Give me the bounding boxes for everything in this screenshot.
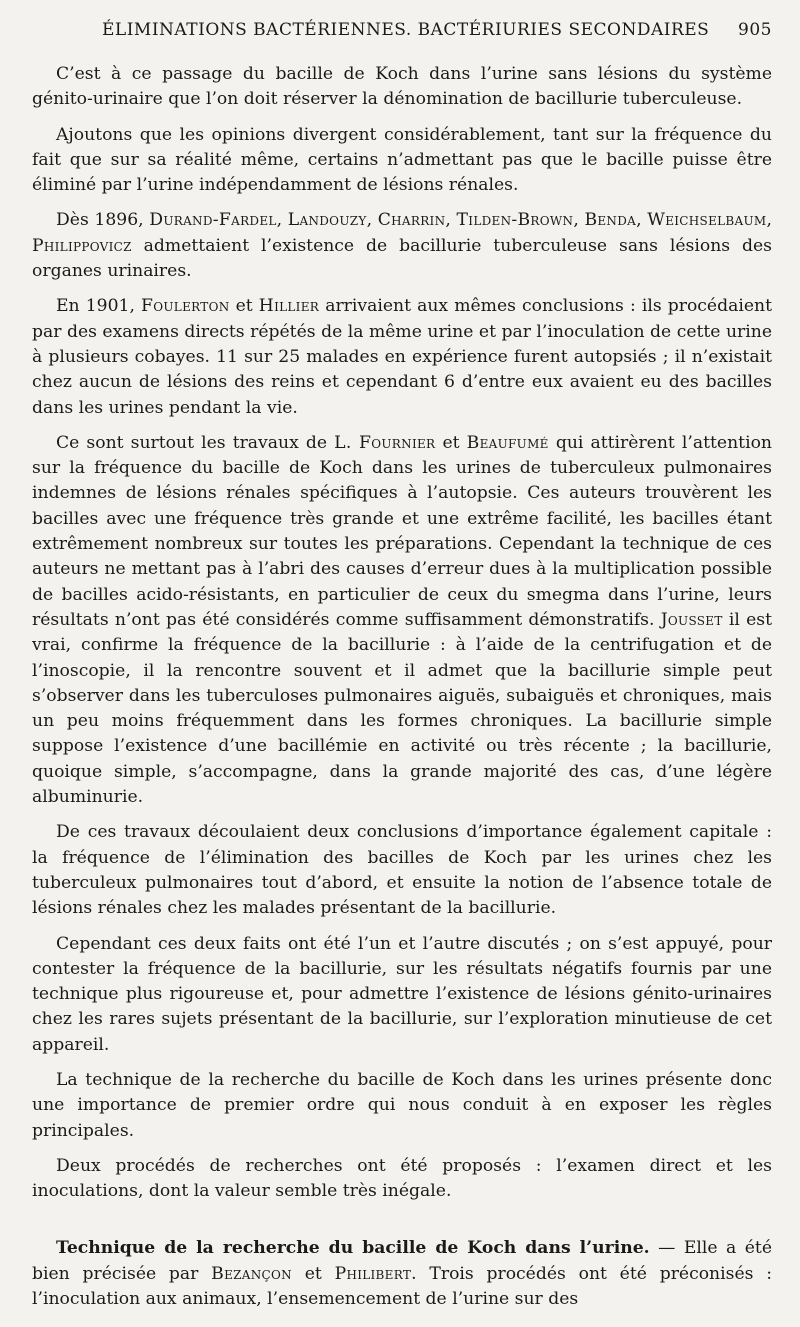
page-number: 905 — [738, 20, 772, 40]
paragraph-9: Deux procédés de recherches ont été proposés : l’examen direct et les inoculations, dont la valeur semble très inégale. — [32, 1155, 772, 1202]
running-head-title: ÉLIMINATIONS BACTÉRIENNES. BACTÉRIURIES SECONDAIRES — [102, 20, 710, 40]
text-run: qui attirèrent l’attention sur la fréquence du bacille de Koch dans les urines de tuberculeux pulmonaires indemnes de lésions rénales spécifiques à l’autopsie. Ces auteurs trouvèrent les bacilles avec une fréquence très grande et une extrême facilité, les bacilles étant extrêmement nombreux sur toutes les préparations. Cependant la technique de ces auteurs ne mettant pas à l’abri des causes d’erreur dues à la multiplication possible de bacilles acido-résistants, en particulier de ceux du smegma dans l’urine, leurs résultats n’ont pas été considérés comme suffisamment démonstratifs. — [32, 432, 772, 630]
separator: , — [636, 210, 648, 231]
author-name: Landouzy — [287, 210, 367, 231]
author-name: Jousset — [660, 609, 723, 630]
text-run: admettaient l’existence de bacillurie tuberculeuse sans lésions des organes urinaires. — [32, 235, 772, 282]
section-spacer — [32, 1214, 772, 1236]
separator: et — [291, 1263, 335, 1284]
text-run: il est vrai, confirme la fréquence de la bacillurie : à l’aide de la centrifugation et de l’inoscopie, il la rencontre souvent et il admet que la bacillurie simple peut s’observer dans les tuberculoses pulmonaires aiguës, subaiguës et chroniques, mais un peu moins fréquemment dans les formes chroniques. La bacillurie simple suppose l’existence d’une bacillémie en activité ou très récente ; la bacillurie, quoique simple, s’accompagne, dans la grande majorité des cas, d’une légère albuminurie. — [32, 609, 772, 808]
author-name: L. Fournier — [334, 432, 436, 453]
paragraph-5 — [32, 431, 772, 810]
author-name: Charrin — [377, 210, 446, 231]
section-paragraph — [32, 1236, 772, 1312]
separator: et — [229, 296, 259, 317]
separator: et — [435, 432, 467, 453]
author-name: Benda — [584, 210, 637, 231]
separator: , — [573, 210, 585, 231]
paragraph-3 — [32, 208, 772, 284]
separator: , — [445, 210, 457, 231]
author-name: Foulerton — [141, 296, 230, 317]
paragraph-1: C’est à ce passage du bacille de Koch dans l’urine sans lésions du système génito-urinaire que l’on doit réserver la dénomination de bacillurie tuberculeuse. — [32, 64, 772, 110]
paragraph-8: La technique de la recherche du bacille de Koch dans les urines présente donc une importance de premier ordre qui nous conduit à en exposer les règles principales. — [32, 1069, 772, 1141]
author-name: Weichselbaum — [647, 210, 767, 231]
paragraph-7: Cependant ces deux faits ont été l’un et l’autre discutés ; on s’est appuyé, pour contester la fréquence de la bacillurie, sur les résultats négatifs fournis par une technique plus rigoureuse et, pour admettre l’existence de lésions génito-urinaires chez les rares sujets présentant de la bacillurie, sur l’exploration minutieuse de cet appareil. — [32, 933, 772, 1055]
author-name: Tilden-Brown — [456, 210, 574, 231]
paragraph-2: Ajoutons que les opinions divergent considérablement, tant sur la fréquence du fait que sur sa réalité même, certains n’admettant pas que le bacille puisse être éliminé par l’urine indépendamment de lésions rénales. — [32, 124, 772, 196]
paragraph-6: De ces travaux découlaient deux conclusions d’importance également capitale : la fréquence de l’élimination des bacilles de Koch par les urines chez les tuberculeux pulmonaires tout d’abord, et ensuite la notion de l’absence totale de lésions rénales chez les malades présentant de la bacillurie. — [32, 822, 772, 919]
author-name: Bezançon — [211, 1263, 292, 1284]
text-run: Elle a été bien précisée par — [32, 1238, 772, 1284]
running-head — [32, 20, 772, 48]
author-name: Hillier — [258, 296, 320, 317]
text-run: arrivaient aux mêmes conclusions : ils procédaient par des examens directs répétés de la même urine et par l’inoculation de cette urine à plusieurs cobayes. 11 sur 25 malades en expérience furent autopsiés ; il n’existait chez aucun de lésions des reins et cependant 6 d’entre eux avaient eu des bacilles dans les urines pendant la vie. — [32, 296, 772, 418]
text-run: Dès 1896, — [56, 210, 150, 231]
heading-dash: — — [649, 1238, 684, 1259]
section-heading: Technique de la recherche du bacille de Koch dans l’urine. — [56, 1238, 650, 1259]
text-run: Ce sont surtout les travaux de — [56, 432, 335, 453]
author-name: Philibert — [334, 1263, 412, 1284]
document-page — [32, 20, 772, 1312]
separator: , — [276, 210, 288, 231]
separator: , — [766, 210, 772, 231]
text-run: . Trois procédés ont été préconisés : l’inoculation aux animaux, l’ensemencement de l’urine sur des — [32, 1263, 772, 1310]
paragraph-4 — [32, 294, 772, 420]
author-name: Beaufumé — [466, 432, 549, 453]
separator: , — [366, 210, 378, 231]
author-name: Philippovicz — [32, 235, 132, 256]
text-run: En 1901, — [56, 296, 142, 317]
body-text — [32, 62, 772, 1312]
author-name: Durand-Fardel — [149, 210, 277, 231]
